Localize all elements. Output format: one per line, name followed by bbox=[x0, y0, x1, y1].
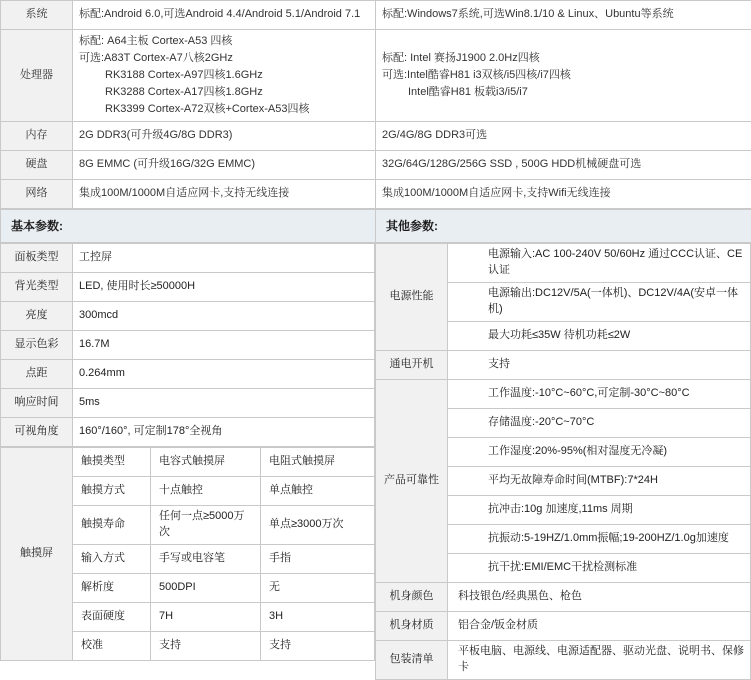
touch-capacitive: 500DPI bbox=[151, 574, 261, 603]
table-row bbox=[1, 30, 751, 122]
param-value: 160°/160°, 可定制178°全视角 bbox=[73, 418, 375, 447]
touch-resistive: 单点触控 bbox=[261, 477, 375, 506]
row-value-right: 标配: Intel 赛扬J1900 2.0Hz四核 可选:Intel酷睿H81 i3双核/i5四核/i7四核 Intel酷睿H81 板载i3/i5/i7 bbox=[376, 30, 751, 122]
touch-capacitive: 电容式触摸屏 bbox=[151, 448, 261, 477]
section-title-other: 其他参数: bbox=[376, 210, 751, 243]
touch-resistive: 电阻式触摸屏 bbox=[261, 448, 375, 477]
table-row bbox=[1, 180, 751, 209]
param-label: 显示色彩 bbox=[1, 331, 73, 360]
row-label: 内存 bbox=[1, 122, 73, 151]
touchscreen-table bbox=[0, 447, 375, 661]
param-label: 可视角度 bbox=[1, 418, 73, 447]
row-label: 处理器 bbox=[1, 30, 73, 122]
table-row bbox=[1, 302, 375, 331]
table-row bbox=[1, 331, 375, 360]
row-value-left: 标配: A64主板 Cortex-A53 四核 可选:A83T Cortex-A7八核2GHz RK3188 Cortex-A97四核1.6GHz RK3288 Cortex-A17四核1.8GHz RK3399 Cortex-A72双核+Cortex-A53四核 bbox=[73, 30, 376, 122]
section-title-basic: 基本参数: bbox=[1, 210, 376, 243]
group-item: 存储温度:-20°C~70°C bbox=[448, 408, 751, 437]
table-row bbox=[1, 418, 375, 447]
row-label: 系统 bbox=[1, 1, 73, 30]
table-row bbox=[376, 611, 751, 640]
table-row bbox=[1, 360, 375, 389]
param-value: 工控屏 bbox=[73, 244, 375, 273]
table-row bbox=[376, 244, 751, 283]
top-spec-body bbox=[1, 1, 751, 209]
table-row bbox=[376, 582, 751, 611]
table-row bbox=[1, 210, 751, 243]
touchscreen-label: 触摸屏 bbox=[1, 448, 73, 661]
bottom-panels bbox=[0, 243, 751, 680]
row-value-left: 2G DDR3(可升级4G/8G DDR3) bbox=[73, 122, 376, 151]
touch-capacitive: 支持 bbox=[151, 632, 261, 661]
param-label: 亮度 bbox=[1, 302, 73, 331]
group-label-power: 电源性能 bbox=[376, 244, 448, 351]
table-row bbox=[376, 640, 751, 679]
touch-attr: 表面硬度 bbox=[73, 603, 151, 632]
group-item: 工作温度:-10°C~60°C,可定制-30°C~80°C bbox=[448, 379, 751, 408]
group-item: 电源输出:DC12V/5A(一体机)、DC12V/4A(安卓一体机) bbox=[448, 283, 751, 322]
other-params-panel bbox=[375, 243, 751, 680]
group-item: 科技银色/经典黑色、枪色 bbox=[448, 582, 751, 611]
group-item: 抗冲击:10g 加速度,11ms 周期 bbox=[448, 495, 751, 524]
table-row bbox=[376, 379, 751, 408]
param-label: 面板类型 bbox=[1, 244, 73, 273]
table-row bbox=[1, 151, 751, 180]
top-spec-table bbox=[0, 0, 751, 209]
group-item: 电源输入:AC 100-240V 50/60Hz 通过CCC认证、CE认证 bbox=[448, 244, 751, 283]
table-row bbox=[1, 122, 751, 151]
param-value: LED, 使用时长≥50000H bbox=[73, 273, 375, 302]
group-item: 平均无故障寿命时间(MTBF):7*24H bbox=[448, 466, 751, 495]
basic-params-panel bbox=[0, 243, 375, 661]
section-header-bar bbox=[0, 209, 751, 243]
row-value-left: 标配:Android 6.0,可选Android 4.4/Android 5.1/Android 7.1 bbox=[73, 1, 376, 30]
param-label: 点距 bbox=[1, 360, 73, 389]
group-label-packing: 包装清单 bbox=[376, 640, 448, 679]
touch-attr: 触摸寿命 bbox=[73, 506, 151, 545]
touch-attr: 输入方式 bbox=[73, 545, 151, 574]
group-item: 工作湿度:20%-95%(相对湿度无冷凝) bbox=[448, 437, 751, 466]
group-item: 平板电脑、电源线、电源适配器、驱动光盘、说明书、保修卡 bbox=[448, 640, 751, 679]
group-label-reliability: 产品可靠性 bbox=[376, 379, 448, 582]
table-row bbox=[1, 244, 375, 273]
param-value: 300mcd bbox=[73, 302, 375, 331]
touch-resistive: 支持 bbox=[261, 632, 375, 661]
group-label-material: 机身材质 bbox=[376, 611, 448, 640]
param-label: 响应时间 bbox=[1, 389, 73, 418]
row-value-right: 32G/64G/128G/256G SSD , 500G HDD机械硬盘可选 bbox=[376, 151, 751, 180]
group-label-poweron: 通电开机 bbox=[376, 350, 448, 379]
table-row bbox=[1, 1, 751, 30]
param-label: 背光类型 bbox=[1, 273, 73, 302]
row-value-left: 集成100M/1000M自适应网卡,支持无线连接 bbox=[73, 180, 376, 209]
touch-resistive: 手指 bbox=[261, 545, 375, 574]
group-item: 铝合金/钣金材质 bbox=[448, 611, 751, 640]
row-value-right: 标配:Windows7系统,可选Win8.1/10 & Linux、Ubuntu等系统 bbox=[376, 1, 751, 30]
table-row bbox=[1, 389, 375, 418]
table-row bbox=[1, 273, 375, 302]
touch-capacitive: 7H bbox=[151, 603, 261, 632]
group-item: 支持 bbox=[448, 350, 751, 379]
group-label-color: 机身颜色 bbox=[376, 582, 448, 611]
row-label: 硬盘 bbox=[1, 151, 73, 180]
touch-capacitive: 手写或电容笔 bbox=[151, 545, 261, 574]
touch-attr: 触摸类型 bbox=[73, 448, 151, 477]
basic-params-table bbox=[0, 243, 375, 447]
group-item: 最大功耗≤35W 待机功耗≤2W bbox=[448, 321, 751, 350]
param-value: 0.264mm bbox=[73, 360, 375, 389]
row-value-right: 集成100M/1000M自适应网卡,支持Wifi无线连接 bbox=[376, 180, 751, 209]
row-label: 网络 bbox=[1, 180, 73, 209]
table-row bbox=[376, 350, 751, 379]
group-item: 抗干扰:EMI/EMC干扰检测标准 bbox=[448, 553, 751, 582]
touch-resistive: 无 bbox=[261, 574, 375, 603]
group-item: 抗振动:5-19HZ/1.0mm振幅;19-200HZ/1.0g加速度 bbox=[448, 524, 751, 553]
touch-capacitive: 任何一点≥5000万次 bbox=[151, 506, 261, 545]
param-value: 16.7M bbox=[73, 331, 375, 360]
touch-attr: 校准 bbox=[73, 632, 151, 661]
other-params-table bbox=[375, 243, 751, 680]
touch-resistive: 单点≥3000万次 bbox=[261, 506, 375, 545]
touch-attr: 解析度 bbox=[73, 574, 151, 603]
row-value-right: 2G/4G/8G DDR3可选 bbox=[376, 122, 751, 151]
touch-capacitive: 十点触控 bbox=[151, 477, 261, 506]
table-row bbox=[1, 448, 375, 477]
touch-resistive: 3H bbox=[261, 603, 375, 632]
param-value: 5ms bbox=[73, 389, 375, 418]
touch-attr: 触摸方式 bbox=[73, 477, 151, 506]
row-value-left: 8G EMMC (可升级16G/32G EMMC) bbox=[73, 151, 376, 180]
